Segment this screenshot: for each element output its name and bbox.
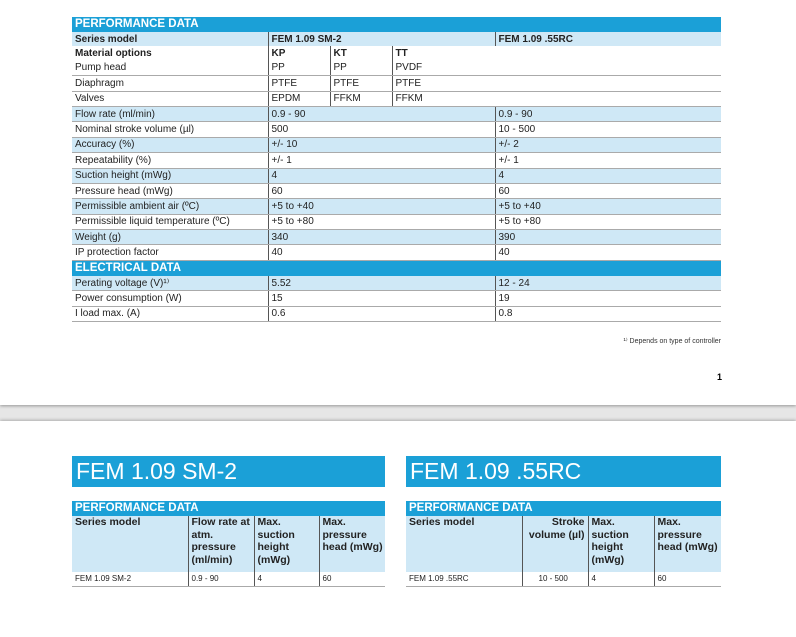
table-row — [72, 91, 721, 106]
table-row — [72, 153, 721, 168]
row-value-a: +/- 1 — [268, 153, 495, 168]
page-2 — [0, 421, 796, 637]
table-row — [72, 245, 721, 260]
material-kp: KP — [271, 48, 286, 60]
table-row — [72, 137, 721, 152]
row-value-a: +5 to +80 — [268, 214, 495, 229]
sm2-header-suction: Max. suction height (mWg) — [254, 516, 319, 572]
sm2-cell-series: FEM 1.09 SM-2 — [72, 572, 188, 587]
material-row — [72, 46, 721, 60]
rc-cell-suction: 4 — [588, 572, 654, 587]
row-value-b: 12 - 24 — [495, 276, 721, 291]
table-row — [72, 214, 721, 229]
row-value-a: 40 — [268, 245, 495, 260]
sm2-cell-suction: 4 — [254, 572, 319, 587]
row-label: Repeatability (%) — [72, 153, 268, 168]
row-label: IP protection factor — [72, 245, 268, 260]
table-row — [406, 572, 721, 587]
row-value-b: 60 — [495, 183, 721, 198]
row-value-kt: FFKM — [330, 91, 392, 106]
series-a: FEM 1.09 SM-2 — [268, 32, 495, 46]
performance-title: PERFORMANCE DATA — [72, 17, 721, 32]
table-row — [72, 230, 721, 245]
row-value-a: 5.52 — [268, 276, 495, 291]
row-value-tt: FFKM — [392, 91, 495, 106]
series-row — [72, 32, 721, 46]
row-value-a: 4 — [268, 168, 495, 183]
sm2-table — [72, 501, 385, 587]
row-label: Permissible liquid temperature (ºC) — [72, 214, 268, 229]
sm2-header-pressure: Max. pressure head (mWg) — [319, 516, 385, 572]
row-value-b: 40 — [495, 245, 721, 260]
series-b: FEM 1.09 .55RC — [495, 32, 721, 46]
sm2-header-series: Series model — [72, 516, 188, 572]
material-label: Material options — [72, 46, 268, 60]
material-tt: TT — [392, 46, 495, 60]
rc-title: FEM 1.09 .55RC — [406, 456, 721, 487]
table-row — [72, 276, 721, 291]
sm2-title: FEM 1.09 SM-2 — [72, 456, 385, 487]
table-row — [72, 61, 721, 76]
row-value-tt: PTFE — [392, 76, 495, 91]
rc-table — [406, 501, 721, 587]
row-value-b: +5 to +40 — [495, 199, 721, 214]
table-row — [72, 122, 721, 137]
row-value-b: +/- 2 — [495, 137, 721, 152]
row-value-a: 0.6 — [268, 306, 495, 321]
row-value-kt: PTFE — [330, 76, 392, 91]
table-row — [72, 183, 721, 198]
page-number: 1 — [716, 372, 722, 382]
row-value-kp: PP — [268, 61, 330, 76]
row-value-a: +/- 10 — [268, 137, 495, 152]
row-label: Accuracy (%) — [72, 137, 268, 152]
row-value-b: 0.8 — [495, 306, 721, 321]
table-row — [72, 199, 721, 214]
performance-header — [72, 17, 721, 32]
series-label: Series model — [72, 32, 268, 46]
rc-cell-stroke: 10 - 500 — [522, 572, 588, 587]
row-value-a: 340 — [268, 230, 495, 245]
sm2-cell-pressure: 60 — [319, 572, 385, 587]
row-value-a: 15 — [268, 291, 495, 306]
table-row — [72, 291, 721, 306]
row-label: I load max. (A) — [72, 306, 268, 321]
row-label: Valves — [72, 91, 268, 106]
sm2-header-flow: Flow rate at atm. pressure (ml/min) — [188, 516, 254, 572]
table-row — [72, 168, 721, 183]
rc-header-series: Series model — [406, 516, 522, 572]
row-label: Perating voltage (V)¹⁾ — [72, 276, 268, 291]
row-value-a: 0.9 - 90 — [268, 106, 495, 121]
row-value-a: +5 to +40 — [268, 199, 495, 214]
row-label: Flow rate (ml/min) — [72, 106, 268, 121]
row-value-b: 19 — [495, 291, 721, 306]
material-kt: KT — [330, 46, 392, 60]
row-value-b: 390 — [495, 230, 721, 245]
electrical-title: ELECTRICAL DATA — [72, 260, 721, 276]
row-value-b: +/- 1 — [495, 153, 721, 168]
rc-header-stroke: Stroke volume (µl) — [522, 516, 588, 572]
rc-header-pressure: Max. pressure head (mWg) — [654, 516, 721, 572]
row-value-b: +5 to +80 — [495, 214, 721, 229]
row-label: Permissible ambient air (ºC) — [72, 199, 268, 214]
row-value-b: 4 — [495, 168, 721, 183]
spec-table — [72, 17, 721, 322]
electrical-header — [72, 260, 721, 276]
table-row — [72, 106, 721, 121]
sm2-table-title: PERFORMANCE DATA — [72, 501, 385, 516]
row-label: Power consumption (W) — [72, 291, 268, 306]
row-value-kp: EPDM — [268, 91, 330, 106]
rc-cell-pressure: 60 — [654, 572, 721, 587]
row-label: Nominal stroke volume (µl) — [72, 122, 268, 137]
row-value-kt: PP — [330, 61, 392, 76]
row-label: Suction height (mWg) — [72, 168, 268, 183]
row-value-b: 10 - 500 — [495, 122, 721, 137]
row-label: Diaphragm — [72, 76, 268, 91]
sm2-cell-flow: 0.9 - 90 — [188, 572, 254, 587]
row-label: Pressure head (mWg) — [72, 183, 268, 198]
row-value-a: 500 — [268, 122, 495, 137]
row-label: Pump head — [72, 61, 268, 76]
table-row — [72, 572, 385, 587]
rc-table-title: PERFORMANCE DATA — [406, 501, 721, 516]
row-value-b: 0.9 - 90 — [495, 106, 721, 121]
row-label: Weight (g) — [72, 230, 268, 245]
row-value-tt: PVDF — [392, 61, 495, 76]
table-row — [72, 306, 721, 321]
row-value-kp: PTFE — [268, 76, 330, 91]
rc-cell-series: FEM 1.09 .55RC — [406, 572, 522, 587]
table-row — [72, 76, 721, 91]
rc-header-suction: Max. suction height (mWg) — [588, 516, 654, 572]
footnote: ¹⁾ Depends on type of controller — [623, 338, 721, 345]
row-value-a: 60 — [268, 183, 495, 198]
